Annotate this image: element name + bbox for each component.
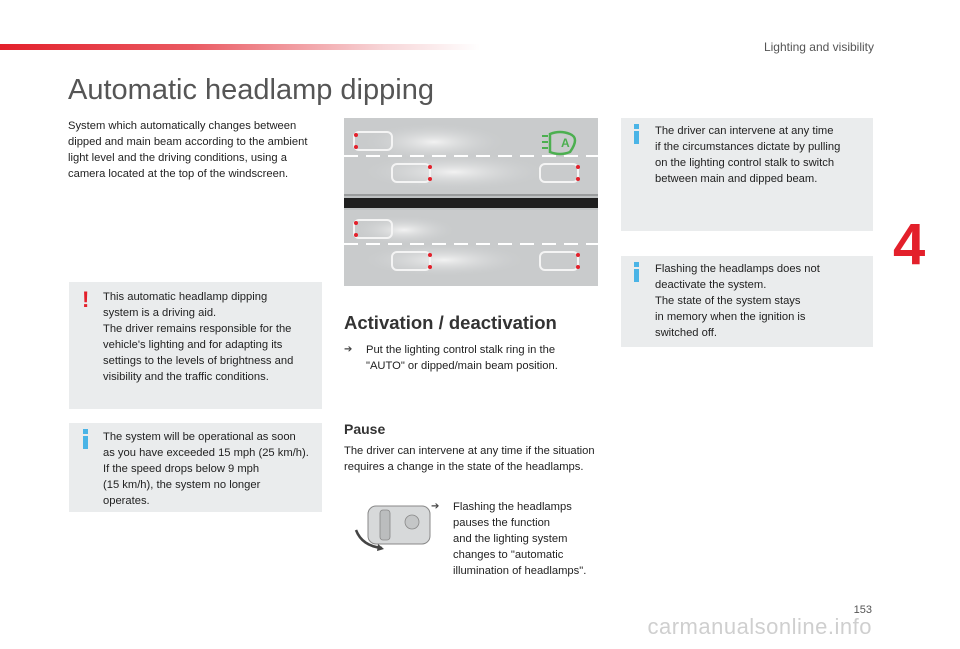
pause-heading: Pause xyxy=(344,421,386,437)
page-number: 153 xyxy=(853,604,872,616)
pause-paragraph: The driver can intervene at any time if the situation requires a change in the state of the headlamps. xyxy=(344,445,595,473)
info-note-intervene xyxy=(621,118,873,231)
header-accent-bar xyxy=(0,44,480,50)
headlamp-dipping-illustration xyxy=(344,118,598,286)
activation-bullet xyxy=(344,342,594,374)
info-note-speed xyxy=(69,423,322,512)
info-icon xyxy=(634,124,638,144)
warning-note-text: This automatic headlamp dipping system is a driving aid. The driver remains responsible for the vehicle's lighting and for adapting its settings to the levels of brightness and visibility and the traffic conditions. xyxy=(103,291,294,383)
section-title: Lighting and visibility xyxy=(763,40,874,54)
info-note-speed-text: The system will be operational as soon as you have exceeded 15 mph (25 km/h). If the speed drops below 9 mph (15 km/h), the system no longer operates. xyxy=(103,431,309,507)
info-note-flash-text: Flashing the headlamps does not deactivate the system. The state of the system stays in memory when the ignition is switched off. xyxy=(655,263,820,339)
warning-note xyxy=(69,282,322,409)
lighting-stalk-illustration xyxy=(350,500,434,552)
bullet-arrow-icon: ➔ xyxy=(344,344,353,355)
warning-icon: ! xyxy=(82,287,90,312)
info-icon xyxy=(83,429,87,449)
chapter-number: 4 xyxy=(893,212,926,277)
watermark: carmanualsonline.info xyxy=(647,614,872,639)
info-note-flash xyxy=(621,256,873,347)
activation-bullet-text: Put the lighting control stalk ring in the "AUTO" or dipped/main beam position. xyxy=(366,344,558,372)
page-title: Automatic headlamp dipping xyxy=(68,74,434,106)
pause-bullet xyxy=(431,499,601,579)
info-icon xyxy=(634,262,638,282)
info-note-intervene-text: The driver can intervene at any time if the circumstances dictate by pulling on the lighting control stalk to switch between main and dipped beam. xyxy=(655,125,841,185)
activation-heading: Activation / deactivation xyxy=(344,312,557,333)
bullet-arrow-icon: ➔ xyxy=(431,501,440,512)
pause-bullet-text: Flashing the headlamps pauses the function and the lighting system changes to "automatic illumination of headlamps". xyxy=(453,501,587,577)
indicator-label: A xyxy=(561,136,570,150)
intro-paragraph: System which automatically changes between dipped and main beam according to the ambient light level and the driving conditions, using a camera located at the top of the windscreen. xyxy=(68,120,308,180)
